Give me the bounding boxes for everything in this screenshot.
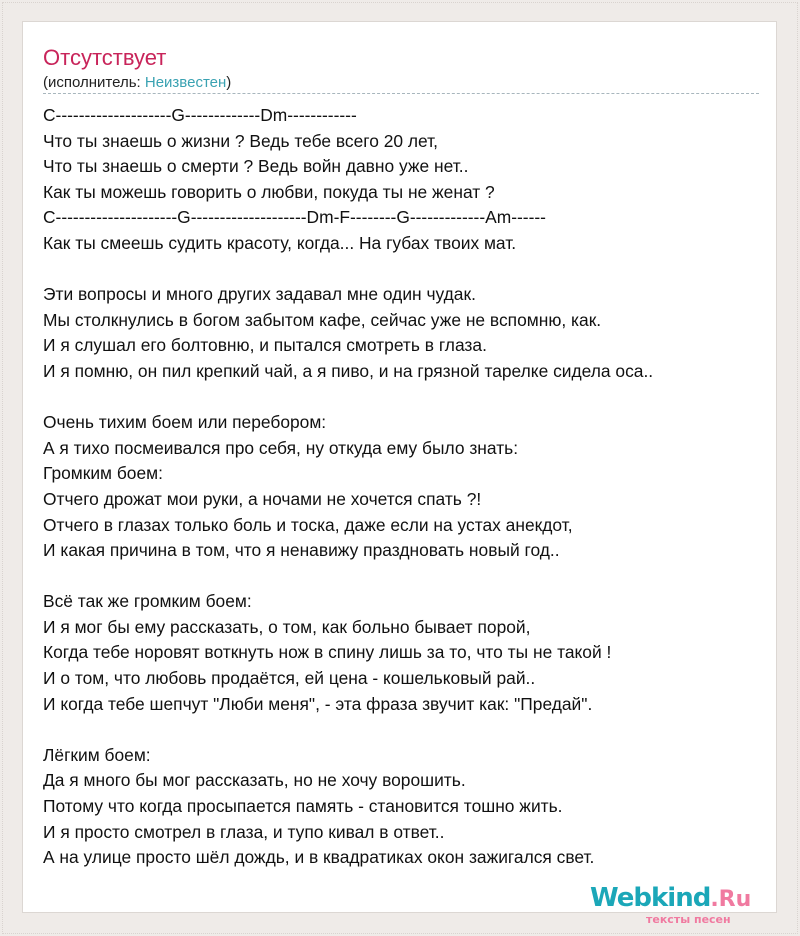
lyric-line: Отчего в глазах только боль и тоска, даже если на устах анекдот, (43, 514, 573, 535)
logo-tld: .Ru (710, 887, 752, 912)
webkind-logo[interactable] (590, 883, 790, 933)
logo-wordmark (590, 883, 751, 915)
lyric-line: Как ты можешь говорить о любви, покуда ты не женат ? (43, 181, 495, 202)
lyric-line: Очень тихим боем или перебором: (43, 412, 327, 433)
artist-link[interactable]: Неизвестен (144, 74, 227, 91)
lyrics-card (22, 21, 777, 913)
lyric-line: Громким боем: (43, 463, 163, 484)
blank-line (43, 385, 653, 411)
lyric-line: И я слушал его болтовню, и пытался смотреть в глаза. (43, 335, 487, 356)
lyric-line: Лёгким боем: (43, 744, 151, 765)
lyric-line: И какая причина в том, что я ненавижу праздновать новый год.. (43, 540, 560, 561)
artist-line (43, 73, 231, 93)
lyric-line: Потому что когда просыпается память - становится тошно жить. (43, 796, 563, 817)
artist-suffix: ) (226, 74, 232, 91)
chord-line: C--------------------G-------------Dm------------ (43, 105, 357, 125)
lyric-line: Да я много бы мог рассказать, но не хочу ворошить. (43, 770, 466, 791)
song-title: Отсутствует (43, 45, 167, 70)
chord-line: C---------------------G--------------------Dm-F--------G-------------Am------ (43, 207, 546, 228)
logo-brand: Webkind (590, 883, 711, 913)
lyric-line: И я мог бы ему рассказать, о том, как больно бывает порой, (43, 616, 531, 637)
blank-line (43, 564, 653, 590)
lyric-line: И я просто смотрел в глаза, и тупо кивал в ответ.. (43, 821, 445, 842)
logo-tagline: тексты песен (646, 913, 731, 926)
lyric-line: Что ты знаешь о жизни ? Ведь тебе всего 20 лет, (43, 130, 439, 151)
lyric-line: Отчего дрожат мои руки, а ночами не хочется спать ?! (43, 488, 482, 509)
blank-line (43, 717, 653, 743)
lyrics-text (43, 103, 653, 871)
lyric-line: Когда тебе норовят воткнуть нож в спину лишь за то, что ты не такой ! (43, 642, 612, 663)
lyric-line: А я тихо посмеивался про себя, ну откуда ему было знать: (43, 437, 519, 458)
header-divider (43, 93, 759, 94)
lyric-line: И я помню, он пил крепкий чай, а я пиво, и на грязной тарелке сидела оса.. (43, 360, 654, 381)
lyric-line: Мы столкнулись в богом забытом кафе, сейчас уже не вспомню, как. (43, 309, 602, 330)
lyric-line: Всё так же громким боем: (43, 591, 252, 612)
blank-line (43, 257, 653, 283)
lyric-line: А на улице просто шёл дождь, и в квадратиках окон зажигался свет. (43, 847, 595, 868)
lyric-line: Эти вопросы и много других задавал мне один чудак. (43, 284, 476, 305)
lyric-line: И о том, что любовь продаётся, ей цена - кошельковый рай.. (43, 668, 536, 689)
lyric-line: Как ты смеешь судить красоту, когда... На губах твоих мат. (43, 232, 517, 253)
artist-prefix: (исполнитель: (43, 74, 145, 91)
lyric-line: И когда тебе шепчут "Люби меня", - эта фраза звучит как: "Предай". (43, 693, 593, 714)
lyric-line: Что ты знаешь о смерти ? Ведь войн давно уже нет.. (43, 156, 469, 177)
